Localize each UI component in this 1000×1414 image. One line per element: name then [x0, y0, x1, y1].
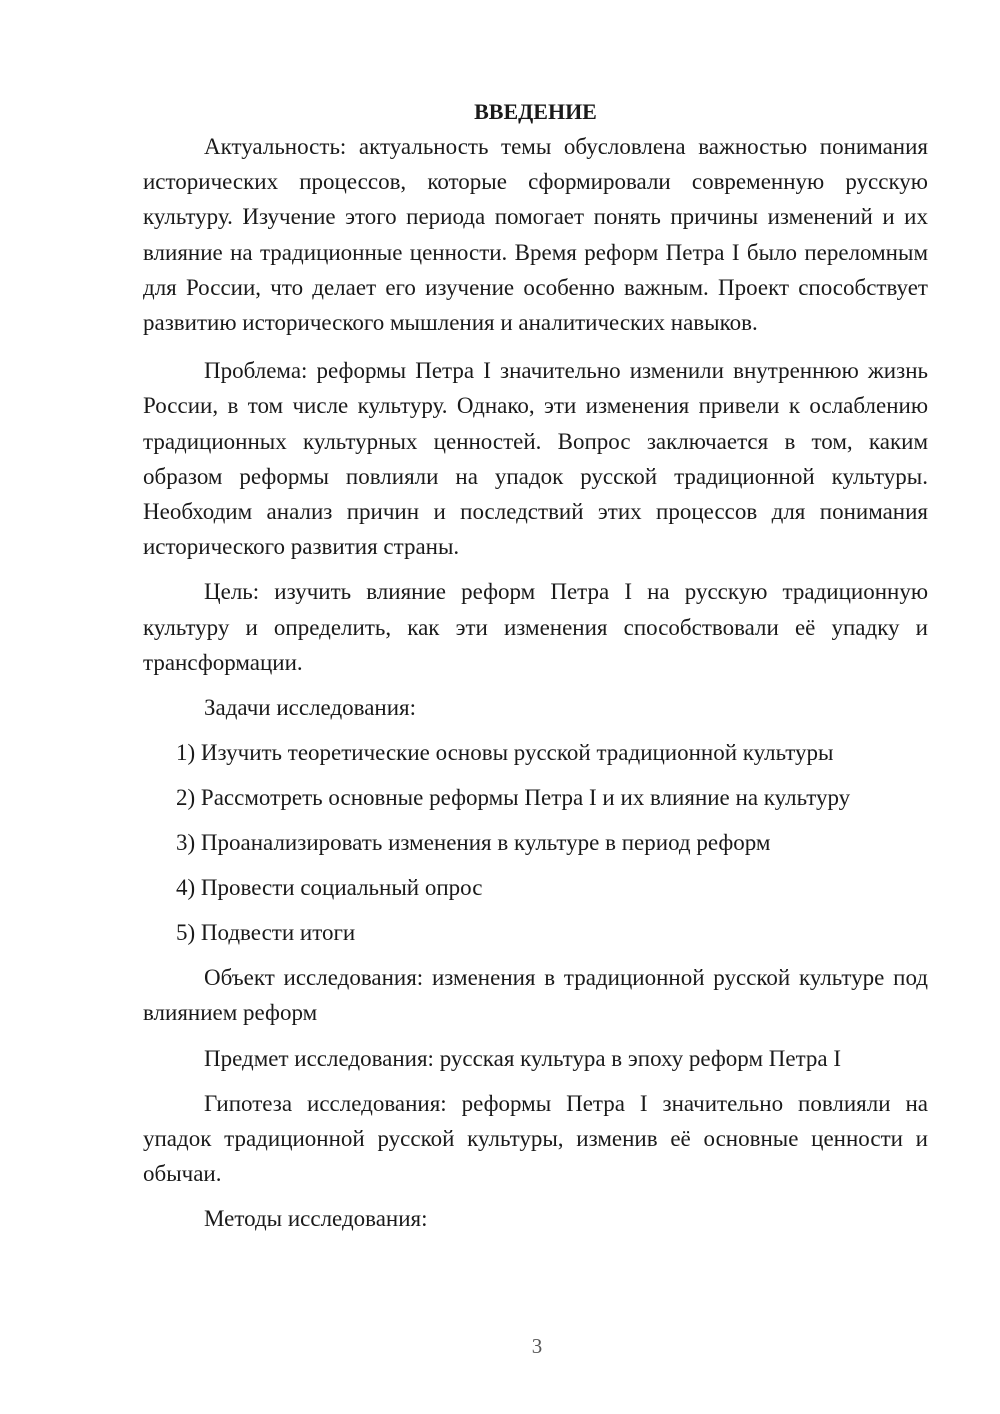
page-number: 3 [531, 1334, 543, 1358]
hypothesis-paragraph: Гипотеза исследования: реформы Петра I значительно повлияли на упадок традиционной русской культуры, изменив её основные ценности и обычаи. [143, 1090, 928, 1187]
problem-paragraph: Проблема: реформы Петра I значительно изменили внутреннюю жизнь России, в том числе культуру. Однако, эти изменения привели к ослаблению традиционных культурных ценностей. Вопрос заключается в том, каким образом реформы повлияли на упадок русской традиционной культуры. Необходим анализ причин и последствий этих процессов для понимания исторического развития страны. [143, 358, 928, 560]
methods-heading: Методы исследования: [204, 1206, 428, 1232]
tasks-heading: Задачи исследования: [204, 695, 417, 721]
list-item: 2) Рассмотреть основные реформы Петра I и их влияние на культуру [176, 785, 851, 811]
page-content [143, 94, 928, 1247]
relevance-paragraph: Актуальность: актуальность темы обусловлена важностью понимания исторических процессов, которые сформировали современную русскую культуру. Изучение этого периода помогает понять причины изменений и их влияние на традиционные ценности. Время реформ Петра I было переломным для России, что делает его изучение особенно важным. Проект способствует развитию исторического мышления и аналитических навыков. [143, 134, 928, 336]
list-item: 1) Изучить теоретические основы русской традиционной культуры [176, 740, 834, 766]
page-title: ВВЕДЕНИЕ [474, 99, 597, 124]
object-paragraph: Объект исследования: изменения в традиционной русской культуре под влиянием реформ [143, 965, 928, 1026]
list-item: 3) Проанализировать изменения в культуре в период реформ [176, 830, 771, 856]
list-item: 4) Провести социальный опрос [176, 875, 483, 901]
list-item: 5) Подвести итоги [176, 920, 356, 946]
tasks-list [143, 735, 928, 950]
subject-paragraph: Предмет исследования: русская культура в эпоху реформ Петра I [204, 1045, 842, 1071]
goal-paragraph: Цель: изучить влияние реформ Петра I на русскую традиционную культуру и определить, как эти изменения способствовали её упадку и трансформации. [143, 579, 928, 675]
